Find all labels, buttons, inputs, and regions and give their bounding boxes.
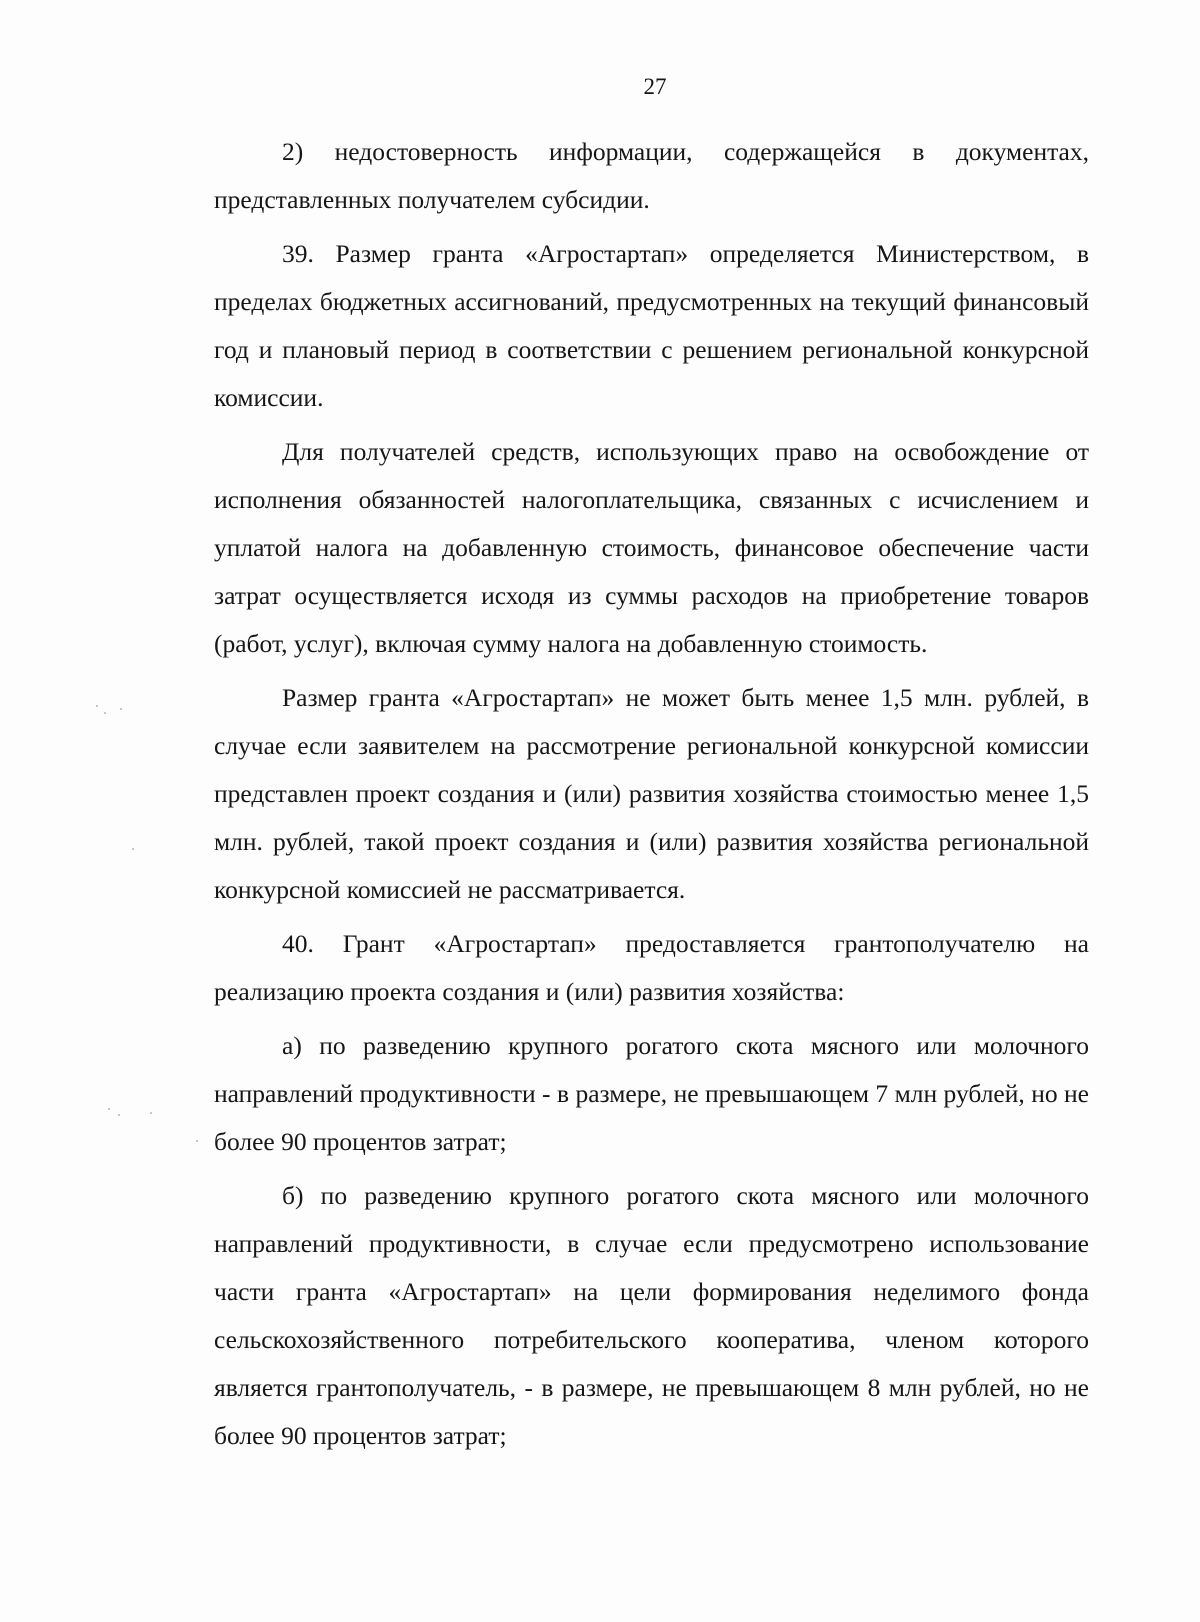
paragraph: Для получателей средств, использующих право на освобождение от исполнения обязанностей налогоплательщика, связанных с исчислением и уплатой налога на добавленную стоимость, финансовое обеспечение части затрат осуществляется исходя из суммы расходов на приобретение товаров (работ, услуг), включая сумму налога на добавленную стоимость.	[214, 437, 1089, 658]
paragraph: 39. Размер гранта «Агростартап» определяется Министерством, в пределах бюджетных ассигнований, предусмотренных на текущий финансовый год и плановый период в соответствии с решением региональной конкурсной комиссии.	[214, 239, 1089, 412]
document-body	[214, 128, 1089, 1466]
scan-speck	[150, 1112, 152, 1114]
page-number: 27	[643, 74, 667, 99]
paragraph: 40. Грант «Агростартап» предоставляется грантополучателю на реализацию проекта создания и (или) развития хозяйства:	[214, 929, 1089, 1006]
scan-speck	[118, 1114, 120, 1116]
scan-speck	[104, 712, 106, 714]
paragraph: а) по разведению крупного рогатого скота мясного или молочного направлений продуктивности - в размере, не превышающем 7 млн рублей, но не более 90 процентов затрат;	[214, 1031, 1089, 1156]
paragraph: 2) недостоверность информации, содержащейся в документах, представленных получателем субсидии.	[214, 137, 1089, 214]
paragraph: Размер гранта «Агростартап» не может быть менее 1,5 млн. рублей, в случае если заявителем на рассмотрение региональной конкурсной комиссии представлен проект создания и (или) развития хозяйства стоимостью менее 1,5 млн. рублей, такой проект создания и (или) развития хозяйства региональной конкурсной комиссией не рассматривается.	[214, 683, 1089, 904]
scan-speck	[120, 708, 122, 710]
paragraph: б) по разведению крупного рогатого скота мясного или молочного направлений продуктивности, в случае если предусмотрено использование части гранта «Агростартап» на цели формирования неделимого фонда сельскохозяйственного потребительского кооператива, членом которого является грантополучатель, - в размере, не превышающем 8 млн рублей, но не более 90 процентов затрат;	[214, 1181, 1089, 1450]
scan-speck	[196, 1140, 198, 1142]
scan-speck	[96, 705, 98, 707]
scan-speck	[108, 1108, 110, 1110]
scan-speck	[132, 848, 134, 850]
